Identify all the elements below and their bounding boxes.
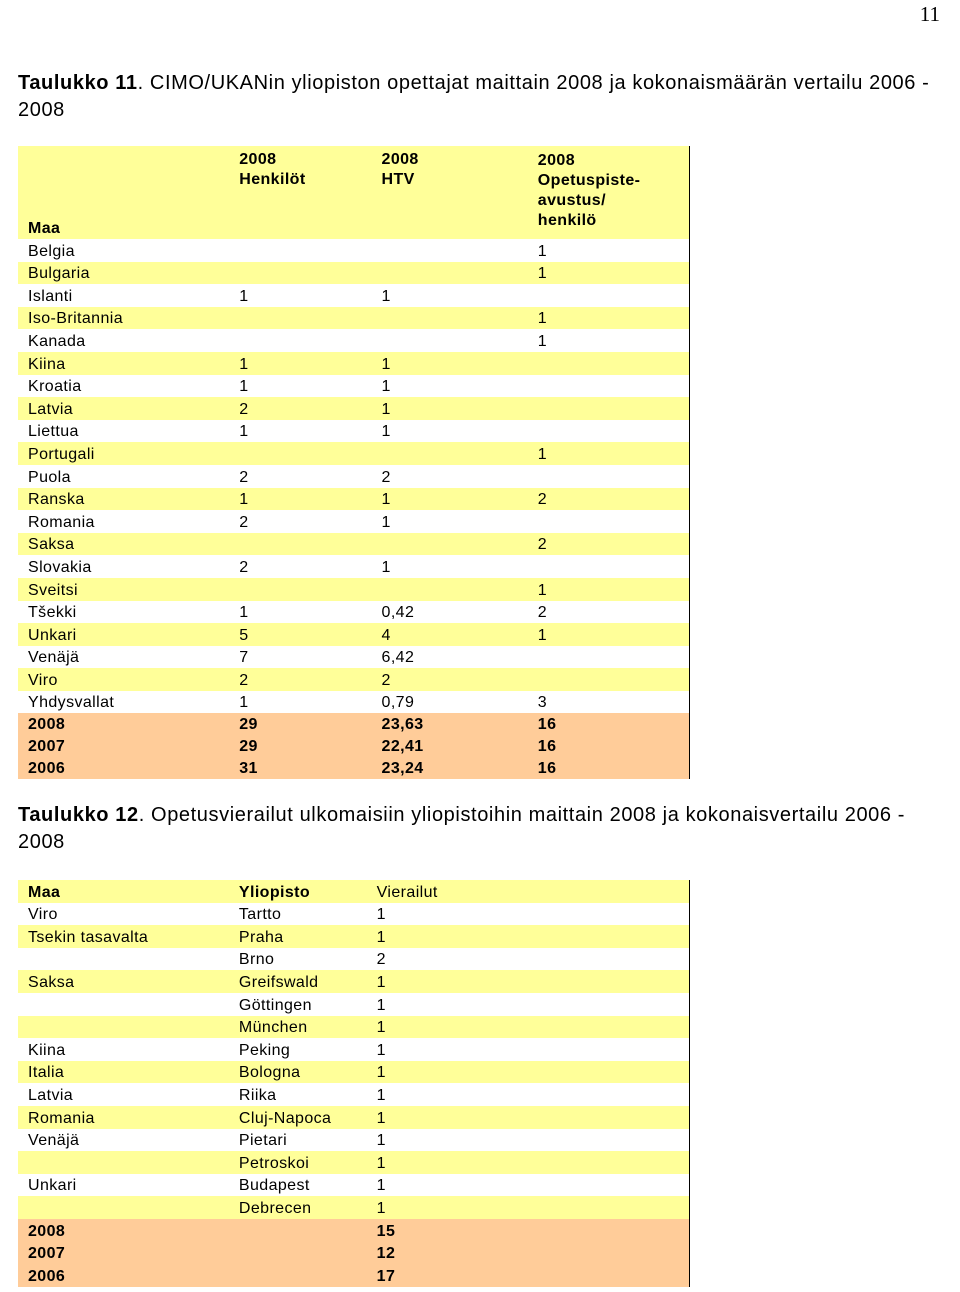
cell-vierailut: 17 (367, 1264, 690, 1287)
cell-henkilot: 1 (229, 375, 371, 398)
cell-maa: Puola (18, 465, 229, 488)
cell-empty (229, 1264, 367, 1287)
table-11 (18, 146, 690, 779)
table-12-caption-text: . Opetusvierailut ulkomaisiin yliopistoihin maittain 2008 ja kokonaisvertailu 2006 - 2008 (18, 804, 906, 853)
total-row (18, 713, 690, 735)
table-row (18, 488, 690, 511)
cell-henkilot (229, 239, 371, 262)
cell-htv: 1 (372, 352, 528, 375)
cell-htv: 2 (372, 465, 528, 488)
cell-opetus (528, 668, 690, 691)
table-row (18, 397, 690, 420)
cell-maa: Viro (18, 903, 229, 926)
table-row (18, 239, 690, 262)
total-row (18, 1242, 690, 1265)
cell-opetus: 1 (528, 578, 690, 601)
cell-opetus: 3 (528, 691, 690, 714)
cell-maa: Kiina (18, 1038, 229, 1061)
total-row (18, 1264, 690, 1287)
cell-maa: Unkari (18, 1174, 229, 1197)
table-row (18, 420, 690, 443)
cell-vierailut: 1 (367, 1129, 690, 1152)
cell-maa: Kroatia (18, 375, 229, 398)
table-row (18, 1016, 690, 1039)
cell-htv: 0,79 (372, 691, 528, 714)
cell-henkilot (229, 442, 371, 465)
table-row (18, 1151, 690, 1174)
cell-yliopisto: Peking (229, 1038, 367, 1061)
cell-vierailut: 12 (367, 1242, 690, 1265)
cell-opetus: 1 (528, 239, 690, 262)
cell-maa (18, 948, 229, 971)
cell-henkilot: 1 (229, 352, 371, 375)
cell-opetus: 1 (528, 623, 690, 646)
table-row (18, 1083, 690, 1106)
header-yliopisto: Yliopisto (229, 880, 367, 903)
cell-htv: 22,41 (372, 735, 528, 757)
table-12 (18, 880, 690, 1287)
cell-maa: Iso-Britannia (18, 307, 229, 330)
table-row (18, 1038, 690, 1061)
cell-henkilot: 2 (229, 465, 371, 488)
cell-maa: Tšekki (18, 601, 229, 624)
table-row (18, 993, 690, 1016)
cell-henkilot: 1 (229, 691, 371, 714)
table-11-caption (18, 70, 948, 124)
cell-opetus: 1 (528, 442, 690, 465)
cell-vierailut: 1 (367, 1061, 690, 1084)
cell-htv: 1 (372, 420, 528, 443)
table-row (18, 623, 690, 646)
table-row (18, 1061, 690, 1084)
table-row (18, 1196, 690, 1219)
table-row (18, 555, 690, 578)
cell-maa: Bulgaria (18, 262, 229, 285)
cell-vierailut: 1 (367, 993, 690, 1016)
cell-yliopisto: Praha (229, 925, 367, 948)
cell-henkilot (229, 533, 371, 556)
cell-yliopisto: Cluj-Napoca (229, 1106, 367, 1129)
cell-maa (18, 1151, 229, 1174)
table-row (18, 948, 690, 971)
table-row (18, 375, 690, 398)
cell-vierailut: 1 (367, 1106, 690, 1129)
cell-henkilot: 1 (229, 601, 371, 624)
page-number: 11 (919, 2, 940, 26)
cell-vierailut: 1 (367, 1083, 690, 1106)
cell-maa: Latvia (18, 1083, 229, 1106)
cell-htv (372, 262, 528, 285)
cell-opetus: 16 (528, 735, 690, 757)
cell-year: 2007 (18, 1242, 229, 1265)
cell-maa: Islanti (18, 284, 229, 307)
cell-henkilot: 1 (229, 284, 371, 307)
header-opetuspisteavustus: 2008 Opetuspiste- avustus/ henkilö (528, 146, 690, 239)
cell-henkilot: 2 (229, 555, 371, 578)
cell-henkilot: 31 (229, 757, 371, 779)
cell-henkilot: 2 (229, 668, 371, 691)
cell-htv: 1 (372, 284, 528, 307)
table-header-row (18, 880, 690, 903)
cell-opetus (528, 555, 690, 578)
table-row (18, 646, 690, 669)
cell-vierailut: 1 (367, 903, 690, 926)
cell-yliopisto: Bologna (229, 1061, 367, 1084)
cell-yliopisto: Budapest (229, 1174, 367, 1197)
cell-maa: Kiina (18, 352, 229, 375)
cell-htv: 4 (372, 623, 528, 646)
table-row (18, 329, 690, 352)
table-row (18, 903, 690, 926)
table-row (18, 262, 690, 285)
table-row (18, 510, 690, 533)
cell-maa: Yhdysvallat (18, 691, 229, 714)
cell-htv (372, 442, 528, 465)
table-row (18, 970, 690, 993)
cell-maa: Viro (18, 668, 229, 691)
cell-vierailut: 1 (367, 1174, 690, 1197)
cell-henkilot: 5 (229, 623, 371, 646)
table-12-caption-label: Taulukko 12 (18, 804, 139, 826)
table-11-caption-label: Taulukko 11 (18, 72, 138, 94)
cell-maa: Unkari (18, 623, 229, 646)
cell-vierailut: 1 (367, 970, 690, 993)
cell-yliopisto: München (229, 1016, 367, 1039)
cell-htv: 1 (372, 555, 528, 578)
cell-henkilot (229, 307, 371, 330)
table-row (18, 1174, 690, 1197)
cell-htv: 2 (372, 668, 528, 691)
cell-opetus (528, 420, 690, 443)
cell-year: 2006 (18, 1264, 229, 1287)
cell-yliopisto: Riika (229, 1083, 367, 1106)
cell-vierailut: 1 (367, 1038, 690, 1061)
cell-htv: 6,42 (372, 646, 528, 669)
cell-maa: Tsekin tasavalta (18, 925, 229, 948)
cell-yliopisto: Greifswald (229, 970, 367, 993)
cell-vierailut: 1 (367, 925, 690, 948)
cell-opetus: 1 (528, 262, 690, 285)
cell-henkilot: 2 (229, 397, 371, 420)
cell-maa: Venäjä (18, 646, 229, 669)
table-row (18, 284, 690, 307)
cell-maa: Liettua (18, 420, 229, 443)
header-vierailut: Vierailut (367, 880, 690, 903)
cell-opetus: 1 (528, 329, 690, 352)
cell-maa: Romania (18, 510, 229, 533)
table-header-row (18, 146, 690, 239)
table-row (18, 1106, 690, 1129)
cell-opetus (528, 510, 690, 533)
cell-htv (372, 578, 528, 601)
table-row (18, 925, 690, 948)
cell-empty (229, 1219, 367, 1242)
cell-henkilot: 29 (229, 713, 371, 735)
cell-opetus: 2 (528, 488, 690, 511)
cell-empty (229, 1242, 367, 1265)
cell-yliopisto: Debrecen (229, 1196, 367, 1219)
cell-opetus (528, 375, 690, 398)
table-row (18, 442, 690, 465)
table-12-caption (18, 802, 948, 856)
header-maa: Maa (18, 880, 229, 903)
cell-maa: Latvia (18, 397, 229, 420)
cell-opetus (528, 397, 690, 420)
cell-yliopisto: Brno (229, 948, 367, 971)
cell-htv: 1 (372, 375, 528, 398)
table-row (18, 1129, 690, 1152)
cell-henkilot (229, 262, 371, 285)
cell-maa (18, 1196, 229, 1219)
total-row (18, 735, 690, 757)
header-henkilot: 2008 Henkilöt (229, 146, 371, 239)
cell-henkilot: 1 (229, 488, 371, 511)
cell-maa: Kanada (18, 329, 229, 352)
cell-yliopisto: Pietari (229, 1129, 367, 1152)
cell-htv: 1 (372, 397, 528, 420)
cell-htv: 1 (372, 488, 528, 511)
table-row (18, 601, 690, 624)
table-11-caption-text: . CIMO/UKANin yliopiston opettajat maittain 2008 ja kokonaismäärän vertailu 2006 - 2008 (18, 72, 930, 121)
cell-henkilot: 29 (229, 735, 371, 757)
cell-htv: 0,42 (372, 601, 528, 624)
cell-opetus (528, 465, 690, 488)
cell-htv (372, 533, 528, 556)
total-row (18, 757, 690, 779)
cell-maa: Sveitsi (18, 578, 229, 601)
table-row (18, 465, 690, 488)
cell-htv (372, 239, 528, 262)
table-row (18, 533, 690, 556)
table-row (18, 668, 690, 691)
cell-yliopisto: Göttingen (229, 993, 367, 1016)
cell-htv: 1 (372, 510, 528, 533)
cell-opetus (528, 352, 690, 375)
cell-maa: Portugali (18, 442, 229, 465)
cell-opetus (528, 284, 690, 307)
cell-opetus: 16 (528, 713, 690, 735)
cell-yliopisto: Petroskoi (229, 1151, 367, 1174)
cell-vierailut: 1 (367, 1196, 690, 1219)
cell-henkilot: 7 (229, 646, 371, 669)
cell-htv (372, 329, 528, 352)
cell-vierailut: 2 (367, 948, 690, 971)
cell-maa: Italia (18, 1061, 229, 1084)
cell-maa: Venäjä (18, 1129, 229, 1152)
total-row (18, 1219, 690, 1242)
cell-opetus: 2 (528, 601, 690, 624)
cell-htv: 23,63 (372, 713, 528, 735)
cell-year: 2008 (18, 1219, 229, 1242)
cell-opetus (528, 646, 690, 669)
cell-year: 2006 (18, 757, 229, 779)
cell-maa (18, 1016, 229, 1039)
cell-htv (372, 307, 528, 330)
cell-opetus: 16 (528, 757, 690, 779)
cell-yliopisto: Tartto (229, 903, 367, 926)
cell-opetus: 2 (528, 533, 690, 556)
cell-year: 2007 (18, 735, 229, 757)
cell-opetus: 1 (528, 307, 690, 330)
cell-henkilot (229, 578, 371, 601)
cell-vierailut: 1 (367, 1151, 690, 1174)
cell-henkilot (229, 329, 371, 352)
cell-maa (18, 993, 229, 1016)
table-row (18, 307, 690, 330)
cell-htv: 23,24 (372, 757, 528, 779)
cell-maa: Slovakia (18, 555, 229, 578)
header-htv: 2008 HTV (372, 146, 528, 239)
table-row (18, 352, 690, 375)
cell-maa: Ranska (18, 488, 229, 511)
cell-year: 2008 (18, 713, 229, 735)
header-maa: Maa (18, 146, 229, 239)
cell-vierailut: 15 (367, 1219, 690, 1242)
cell-henkilot: 1 (229, 420, 371, 443)
cell-maa: Saksa (18, 533, 229, 556)
cell-maa: Romania (18, 1106, 229, 1129)
cell-maa: Belgia (18, 239, 229, 262)
table-row (18, 578, 690, 601)
cell-maa: Saksa (18, 970, 229, 993)
table-row (18, 691, 690, 714)
cell-henkilot: 2 (229, 510, 371, 533)
cell-vierailut: 1 (367, 1016, 690, 1039)
